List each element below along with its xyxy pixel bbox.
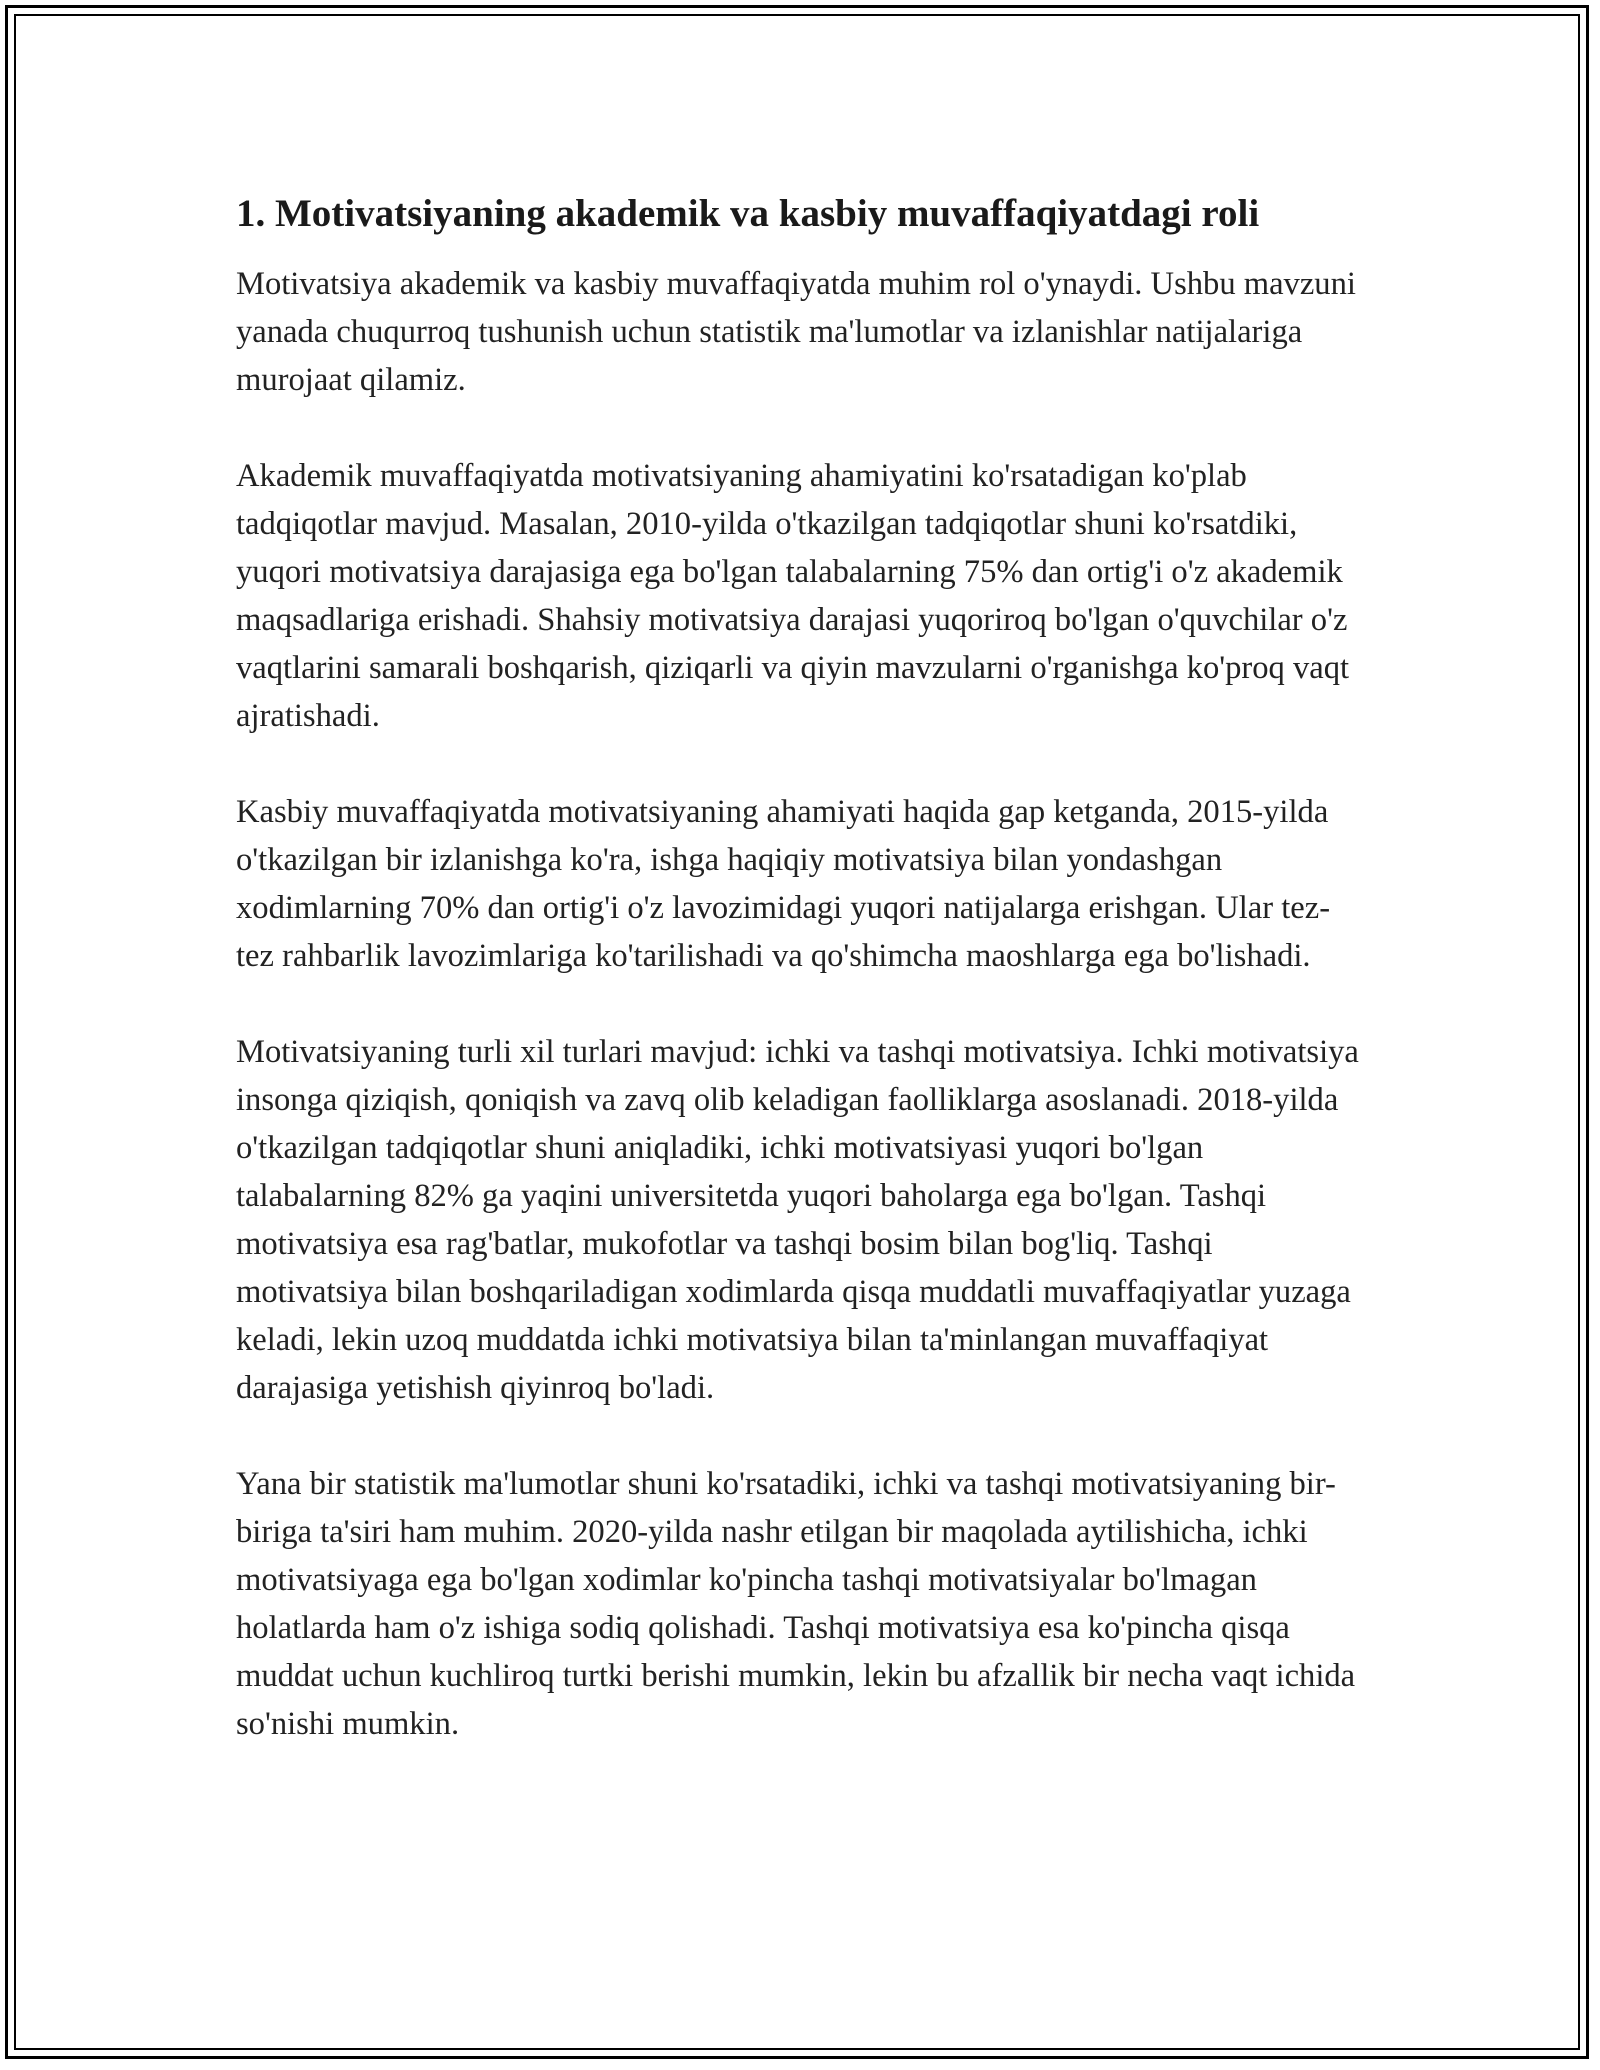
paragraph-intro: Motivatsiya akademik va kasbiy muvaffaqiyatda muhim rol o'ynaydi. Ushbu mavzuni yanada chuqurroq tushunish uchun statistik ma'lumotlar va izlanishlar natijalariga murojaat qilamiz.: [236, 266, 1356, 398]
paragraph-motivation-types: Motivatsiyaning turli xil turlari mavjud: ichki va tashqi motivatsiya. Ichki motivatsiya insonga qiziqish, qoniqish va zavq olib keladigan faolliklarga asoslanadi. 2018-yilda o'tkazilgan tadqiqotlar shuni aniqladiki, ichki motivatsiyasi yuqori bo'lgan talabalarning 82% ga yaqini universitetda yuqori baholarga ega bo'lgan. Tashqi motivatsiya esa rag'batlar, mukofotlar va tashqi bosim bilan bog'liq. Tashqi motivatsiya bilan boshqariladigan xodimlarda qisqa muddatli muvaffaqiyatlar yuzaga keladi, lekin uzoq muddatda ichki motivatsiya bilan ta'minlangan muvaffaqiyat darajasiga yetishish qiyinroq bo'ladi.: [236, 1034, 1359, 1406]
document-body: [236, 186, 1366, 1748]
paragraph-professional: Kasbiy muvaffaqiyatda motivatsiyaning ahamiyati haqida gap ketganda, 2015-yilda o'tkazilgan bir izlanishga ko'ra, ishga haqiqiy motivatsiya bilan yondashgan xodimlarning 70% dan ortig'i o'z lavozimidagi yuqori natijalarga erishgan. Ular tez-tez rahbarlik lavozimlariga ko'tarilishadi va qo'shimcha maoshlarga ega bo'lishadi.: [236, 794, 1331, 974]
section-heading: 1. Motivatsiyaning akademik va kasbiy muvaffaqiyatdagi roli: [236, 192, 1260, 235]
paragraph-academic: Akademik muvaffaqiyatda motivatsiyaning ahamiyatini ko'rsatadigan ko'plab tadqiqotlar mavjud. Masalan, 2010-yilda o'tkazilgan tadqiqotlar shuni ko'rsatdiki, yuqori motivatsiya darajasiga ega bo'lgan talabalarning 75% dan ortig'i o'z akademik maqsadlariga erishadi. Shahsiy motivatsiya darajasi yuqoriroq bo'lgan o'quvchilar o'z vaqtlarini samarali boshqarish, qiziqarli va qiyin mavzularni o'rganishga ko'proq vaqt ajratishadi.: [236, 458, 1350, 734]
paragraph-interaction: Yana bir statistik ma'lumotlar shuni ko'rsatadiki, ichki va tashqi motivatsiyaning bir-biriga ta'siri ham muhim. 2020-yilda nashr etilgan bir maqolada aytilishicha, ichki motivatsiyaga ega bo'lgan xodimlar ko'pincha tashqi motivatsiyalar bo'lmagan holatlarda ham o'z ishiga sodiq qolishadi. Tashqi motivatsiya esa ko'pincha qisqa muddat uchun kuchliroq turtki berishi mumkin, lekin bu afzallik bir necha vaqt ichida so'nishi mumkin.: [236, 1466, 1356, 1742]
